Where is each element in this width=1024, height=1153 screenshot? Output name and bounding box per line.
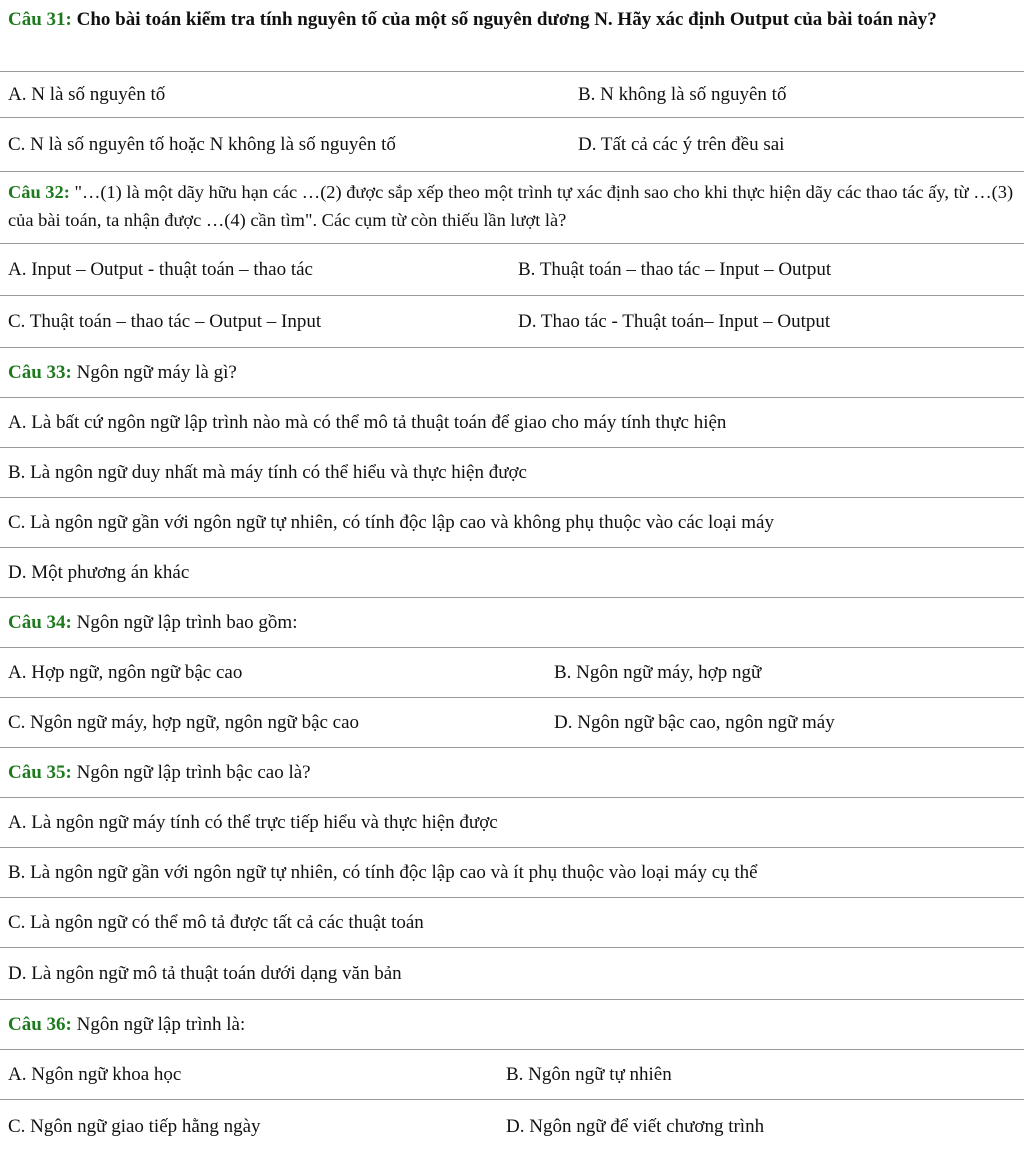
option-d[interactable]: D. Là ngôn ngữ mô tả thuật toán dưới dạng văn bản (8, 962, 402, 984)
question-text: Ngôn ngữ lập trình bao gồm: (76, 611, 298, 633)
question-label: Câu 32: (8, 182, 70, 202)
option-c[interactable]: C. Là ngôn ngữ gần với ngôn ngữ tự nhiên, có tính độc lập cao và không phụ thuộc vào các loại máy (8, 511, 774, 533)
question-text: Ngôn ngữ lập trình bậc cao là? (76, 761, 311, 783)
question-32 (0, 172, 1024, 244)
option-b[interactable]: B. Thuật toán – thao tác – Input – Output (518, 258, 832, 280)
question-line (8, 748, 311, 797)
option-a[interactable]: A. Hợp ngữ, ngôn ngữ bậc cao (8, 661, 243, 683)
option-a[interactable]: A. Input – Output - thuật toán – thao tác (8, 258, 313, 280)
option-a[interactable]: A. Là ngôn ngữ máy tính có thể trực tiếp hiểu và thực hiện được (8, 811, 498, 833)
option-d[interactable]: D. Ngôn ngữ để viết chương trình (506, 1115, 765, 1137)
options-row (0, 1100, 1024, 1153)
question-33 (0, 348, 1024, 398)
option-d[interactable]: D. Tất cả các ý trên đều sai (578, 133, 785, 155)
options-row (0, 296, 1024, 348)
question-36 (0, 1000, 1024, 1050)
question-text: "…(1) là một dãy hữu hạn các …(2) được sắp xếp theo một trình tự xác định sao cho khi thực hiện dãy các thao tác ấy, từ …(3) của bài toán, ta nhận được …(4) cần tìm". Các cụm từ còn thiếu lần lượt là? (8, 182, 1014, 230)
option-b[interactable]: B. Ngôn ngữ tự nhiên (506, 1063, 672, 1085)
question-text: Ngôn ngữ máy là gì? (76, 361, 237, 383)
options-row (0, 948, 1024, 1000)
question-label: Câu 31: (8, 9, 72, 30)
options-row (0, 898, 1024, 948)
options-row (0, 118, 1024, 172)
question-line (8, 598, 297, 647)
option-b[interactable]: B. Là ngôn ngữ gần với ngôn ngữ tự nhiên, có tính độc lập cao và ít phụ thuộc vào loại máy cụ thể (8, 861, 758, 883)
question-line (8, 348, 237, 397)
options-row (0, 798, 1024, 848)
option-c[interactable]: C. N là số nguyên tố hoặc N không là số nguyên tố (8, 133, 396, 155)
option-c[interactable]: C. Thuật toán – thao tác – Output – Input (8, 310, 322, 332)
options-row (0, 1050, 1024, 1100)
option-c[interactable]: C. Ngôn ngữ giao tiếp hằng ngày (8, 1115, 261, 1137)
question-label: Câu 35: (8, 761, 72, 783)
options-row (0, 848, 1024, 898)
options-row (0, 648, 1024, 698)
option-b[interactable]: B. Ngôn ngữ máy, hợp ngữ (554, 661, 762, 683)
option-d[interactable]: D. Thao tác - Thuật toán– Input – Output (518, 310, 831, 332)
question-text: Cho bài toán kiểm tra tính nguyên tố của một số nguyên dương N. Hãy xác định Output của bài toán này? (76, 9, 937, 30)
options-row (0, 448, 1024, 498)
question-label: Câu 33: (8, 361, 72, 383)
option-d[interactable]: D. Ngôn ngữ bậc cao, ngôn ngữ máy (554, 711, 835, 733)
option-a[interactable]: A. Ngôn ngữ khoa học (8, 1063, 182, 1085)
option-b[interactable]: B. Là ngôn ngữ duy nhất mà máy tính có thể hiểu và thực hiện được (8, 461, 527, 483)
question-text: Ngôn ngữ lập trình là: (76, 1013, 246, 1035)
option-d[interactable]: D. Một phương án khác (8, 561, 190, 583)
question-label: Câu 36: (8, 1013, 72, 1035)
question-35 (0, 748, 1024, 798)
question-34 (0, 598, 1024, 648)
option-a[interactable]: A. Là bất cứ ngôn ngữ lập trình nào mà có thể mô tả thuật toán để giao cho máy tính thực hiện (8, 411, 727, 433)
option-a[interactable]: A. N là số nguyên tố (8, 83, 166, 105)
option-c[interactable]: C. Ngôn ngữ máy, hợp ngữ, ngôn ngữ bậc cao (8, 711, 360, 733)
options-row (0, 398, 1024, 448)
question-label: Câu 34: (8, 611, 72, 633)
options-row (0, 244, 1024, 296)
options-row (0, 498, 1024, 548)
option-c[interactable]: C. Là ngôn ngữ có thể mô tả được tất cả các thuật toán (8, 911, 424, 933)
options-row (0, 698, 1024, 748)
question-31 (0, 0, 1024, 72)
options-row (0, 548, 1024, 598)
question-line (8, 1000, 245, 1049)
option-b[interactable]: B. N không là số nguyên tố (578, 83, 787, 105)
options-row (0, 72, 1024, 118)
